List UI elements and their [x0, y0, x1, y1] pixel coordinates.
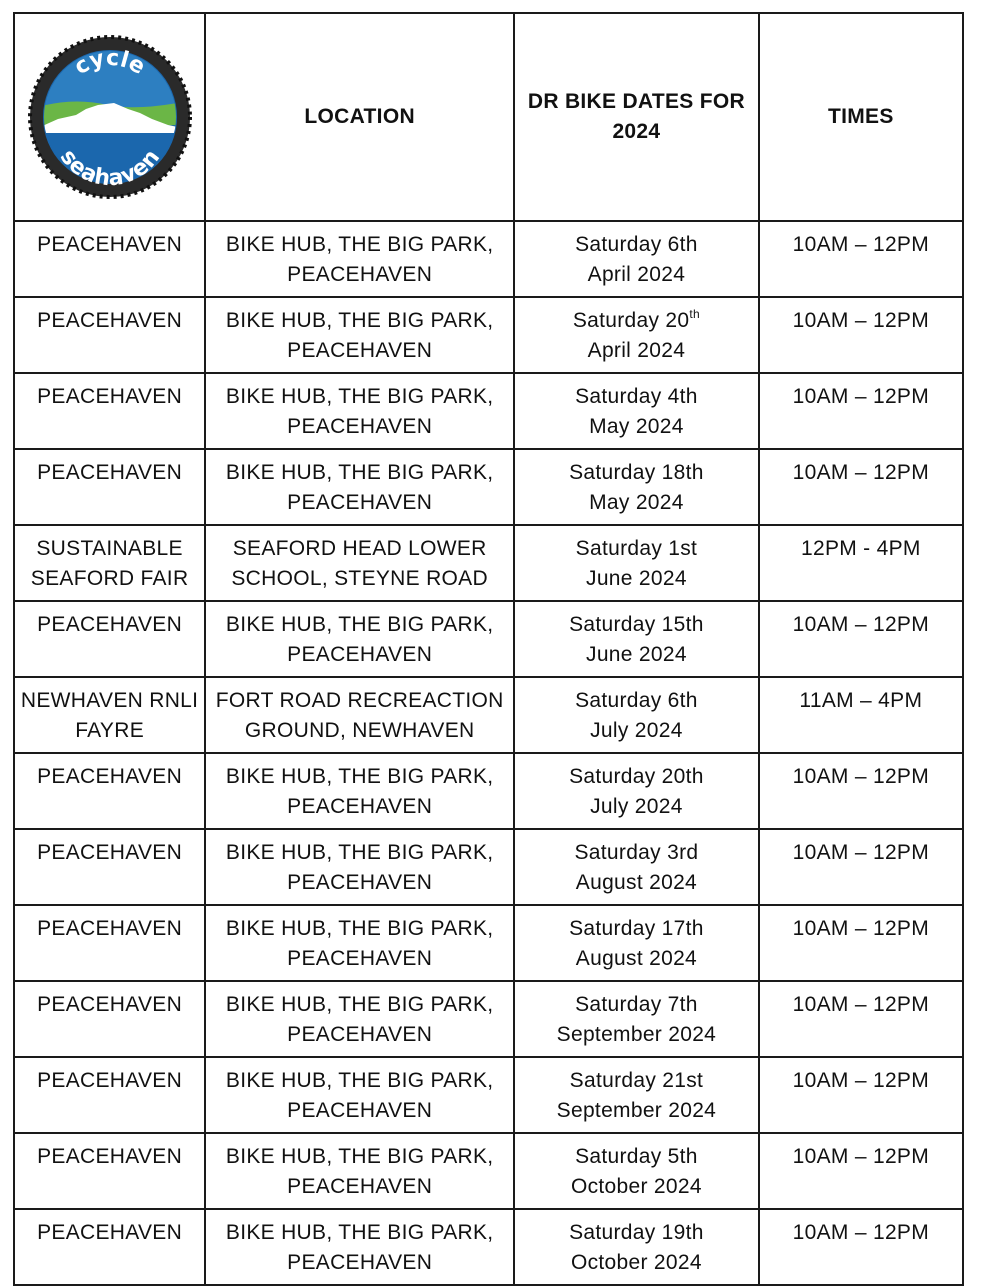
- event-place: SEAFORD FAIR: [30, 567, 189, 590]
- time-cell: [759, 677, 963, 753]
- date-cell: [514, 221, 759, 297]
- event-place: PEACEHAVEN: [37, 613, 183, 636]
- time-cell: [759, 1209, 963, 1285]
- header-dates-line1: DR BIKE DATES FOR: [527, 90, 745, 113]
- table-row: [14, 1133, 963, 1209]
- location-cell: [205, 829, 514, 905]
- date-month-year: June 2024: [586, 567, 687, 590]
- date-day: Saturday 1st: [575, 537, 698, 560]
- location-cell: [205, 297, 514, 373]
- date-day: Saturday 6th: [575, 689, 698, 712]
- header-dates: [514, 13, 759, 221]
- time-cell: [759, 449, 963, 525]
- location-cell: [205, 221, 514, 297]
- location-cell: [205, 449, 514, 525]
- time-cell: [759, 525, 963, 601]
- event-place: PEACEHAVEN: [37, 993, 183, 1016]
- location-text: PEACEHAVEN: [287, 1099, 433, 1122]
- time-range: 10AM – 12PM: [792, 461, 930, 484]
- date-month-year: July 2024: [590, 795, 683, 818]
- date-cell: [514, 601, 759, 677]
- date-month-year: April 2024: [587, 263, 686, 286]
- event-place: PEACEHAVEN: [37, 917, 183, 940]
- date-day: Saturday 18th: [569, 461, 704, 484]
- event-place-cell: [14, 1057, 205, 1133]
- location-text: BIKE HUB, THE BIG PARK,: [225, 917, 494, 940]
- location-cell: [205, 373, 514, 449]
- table-row: [14, 373, 963, 449]
- date-day: Saturday 15th: [569, 613, 704, 636]
- date-day: Saturday 19th: [569, 1221, 704, 1244]
- table-row: [14, 525, 963, 601]
- event-place-cell: [14, 677, 205, 753]
- date-day: Saturday 3rd: [574, 841, 699, 864]
- date-cell: [514, 373, 759, 449]
- logo-top-text: cycle: [69, 45, 150, 81]
- date-cell: [514, 1057, 759, 1133]
- event-place: NEWHAVEN RNLI: [20, 689, 199, 712]
- time-range: 10AM – 12PM: [792, 309, 930, 332]
- event-place: PEACEHAVEN: [37, 1069, 183, 1092]
- location-text: PEACEHAVEN: [287, 339, 433, 362]
- location-cell: [205, 905, 514, 981]
- table-row: [14, 601, 963, 677]
- event-place: PEACEHAVEN: [37, 1145, 183, 1168]
- date-day: Saturday 20: [572, 309, 690, 332]
- date-cell: [514, 753, 759, 829]
- cycle-seahaven-logo: [28, 35, 192, 199]
- date-cell: [514, 449, 759, 525]
- time-range: 10AM – 12PM: [792, 385, 930, 408]
- header-times: TIMES: [759, 13, 963, 221]
- time-range: 10AM – 12PM: [792, 1069, 930, 1092]
- header-row: [14, 13, 963, 221]
- date-month-year: April 2024: [587, 339, 686, 362]
- time-cell: [759, 373, 963, 449]
- location-cell: [205, 677, 514, 753]
- location-text: PEACEHAVEN: [287, 1023, 433, 1046]
- location-text: BIKE HUB, THE BIG PARK,: [225, 613, 494, 636]
- event-place-cell: [14, 449, 205, 525]
- location-text: BIKE HUB, THE BIG PARK,: [225, 841, 494, 864]
- location-text: BIKE HUB, THE BIG PARK,: [225, 765, 494, 788]
- table-row: [14, 221, 963, 297]
- location-text: BIKE HUB, THE BIG PARK,: [225, 309, 494, 332]
- time-range: 10AM – 12PM: [792, 841, 930, 864]
- event-place: PEACEHAVEN: [37, 841, 183, 864]
- event-place-cell: [14, 601, 205, 677]
- event-place-cell: [14, 829, 205, 905]
- location-cell: [205, 753, 514, 829]
- date-day: Saturday 6th: [575, 233, 698, 256]
- location-text: BIKE HUB, THE BIG PARK,: [225, 1221, 494, 1244]
- time-range: 10AM – 12PM: [792, 1221, 930, 1244]
- event-place: PEACEHAVEN: [37, 461, 183, 484]
- date-day: Saturday 4th: [575, 385, 698, 408]
- location-text: BIKE HUB, THE BIG PARK,: [225, 993, 494, 1016]
- location-cell: [205, 525, 514, 601]
- table-row: [14, 297, 963, 373]
- event-place: PEACEHAVEN: [37, 1221, 183, 1244]
- time-range: 10AM – 12PM: [792, 233, 930, 256]
- date-cell: [514, 297, 759, 373]
- date-day: Saturday 20th: [569, 765, 704, 788]
- logo-cell: [14, 13, 205, 221]
- table-row: [14, 829, 963, 905]
- event-place-cell: [14, 981, 205, 1057]
- location-text: PEACEHAVEN: [287, 643, 433, 666]
- date-month-year: July 2024: [590, 719, 683, 742]
- date-month-year: May 2024: [589, 415, 684, 438]
- date-day: Saturday 21st: [569, 1069, 704, 1092]
- location-text: FORT ROAD RECREACTION: [215, 689, 504, 712]
- location-text: BIKE HUB, THE BIG PARK,: [225, 461, 494, 484]
- date-cell: [514, 677, 759, 753]
- time-cell: [759, 221, 963, 297]
- date-cell: [514, 829, 759, 905]
- time-range: 10AM – 12PM: [792, 613, 930, 636]
- time-cell: [759, 1057, 963, 1133]
- date-ordinal-suffix: th: [689, 307, 700, 321]
- date-cell: [514, 981, 759, 1057]
- date-cell: [514, 1133, 759, 1209]
- time-range: 12PM - 4PM: [800, 537, 921, 560]
- event-place: PEACEHAVEN: [37, 765, 183, 788]
- event-place: FAYRE: [75, 719, 144, 742]
- location-text: SEAFORD HEAD LOWER: [232, 537, 487, 560]
- table-row: [14, 1209, 963, 1285]
- event-place-cell: [14, 905, 205, 981]
- location-text: PEACEHAVEN: [287, 1251, 433, 1274]
- date-cell: [514, 905, 759, 981]
- time-cell: [759, 1133, 963, 1209]
- time-cell: [759, 297, 963, 373]
- location-cell: [205, 1057, 514, 1133]
- table-row: [14, 677, 963, 753]
- location-text: SCHOOL, STEYNE ROAD: [231, 567, 488, 590]
- date-month-year: May 2024: [589, 491, 684, 514]
- time-range: 11AM – 4PM: [799, 689, 923, 712]
- location-text: PEACEHAVEN: [287, 795, 433, 818]
- table-row: [14, 449, 963, 525]
- time-cell: [759, 905, 963, 981]
- table-row: [14, 753, 963, 829]
- event-place: PEACEHAVEN: [37, 385, 183, 408]
- time-range: 10AM – 12PM: [792, 993, 930, 1016]
- event-place-cell: [14, 221, 205, 297]
- header-dates-line2: 2024: [612, 120, 661, 143]
- date-month-year: September 2024: [556, 1099, 717, 1122]
- location-text: BIKE HUB, THE BIG PARK,: [225, 233, 494, 256]
- date-day: Saturday 7th: [575, 993, 698, 1016]
- location-cell: [205, 981, 514, 1057]
- location-text: PEACEHAVEN: [287, 491, 433, 514]
- date-month-year: September 2024: [556, 1023, 717, 1046]
- time-cell: [759, 829, 963, 905]
- location-text: BIKE HUB, THE BIG PARK,: [225, 385, 494, 408]
- date-month-year: October 2024: [570, 1175, 702, 1198]
- time-cell: [759, 981, 963, 1057]
- location-text: PEACEHAVEN: [287, 263, 433, 286]
- location-text: BIKE HUB, THE BIG PARK,: [225, 1069, 494, 1092]
- date-cell: [514, 1209, 759, 1285]
- event-place-cell: [14, 1209, 205, 1285]
- dr-bike-schedule-table: [13, 12, 964, 1286]
- table-row: [14, 905, 963, 981]
- date-cell: [514, 525, 759, 601]
- location-text: PEACEHAVEN: [287, 871, 433, 894]
- location-cell: [205, 601, 514, 677]
- event-place: SUSTAINABLE: [36, 537, 183, 560]
- location-text: GROUND, NEWHAVEN: [244, 719, 475, 742]
- time-cell: [759, 601, 963, 677]
- table-row: [14, 1057, 963, 1133]
- event-place-cell: [14, 525, 205, 601]
- date-month-year: August 2024: [575, 871, 698, 894]
- location-cell: [205, 1133, 514, 1209]
- logo-bottom-text: seahaven: [54, 144, 165, 192]
- event-place-cell: [14, 1133, 205, 1209]
- location-text: PEACEHAVEN: [287, 947, 433, 970]
- location-text: PEACEHAVEN: [287, 1175, 433, 1198]
- event-place-cell: [14, 373, 205, 449]
- location-cell: [205, 1209, 514, 1285]
- time-cell: [759, 753, 963, 829]
- date-day: Saturday 5th: [575, 1145, 698, 1168]
- time-range: 10AM – 12PM: [792, 1145, 930, 1168]
- date-month-year: June 2024: [586, 643, 687, 666]
- event-place: PEACEHAVEN: [37, 233, 183, 256]
- event-place-cell: [14, 297, 205, 373]
- header-location: LOCATION: [205, 13, 514, 221]
- table-row: [14, 981, 963, 1057]
- date-month-year: October 2024: [570, 1251, 702, 1274]
- event-place: PEACEHAVEN: [37, 309, 183, 332]
- event-place-cell: [14, 753, 205, 829]
- date-day: Saturday 17th: [569, 917, 704, 940]
- time-range: 10AM – 12PM: [792, 917, 930, 940]
- location-text: BIKE HUB, THE BIG PARK,: [225, 1145, 494, 1168]
- date-month-year: August 2024: [575, 947, 698, 970]
- time-range: 10AM – 12PM: [792, 765, 930, 788]
- location-text: PEACEHAVEN: [287, 415, 433, 438]
